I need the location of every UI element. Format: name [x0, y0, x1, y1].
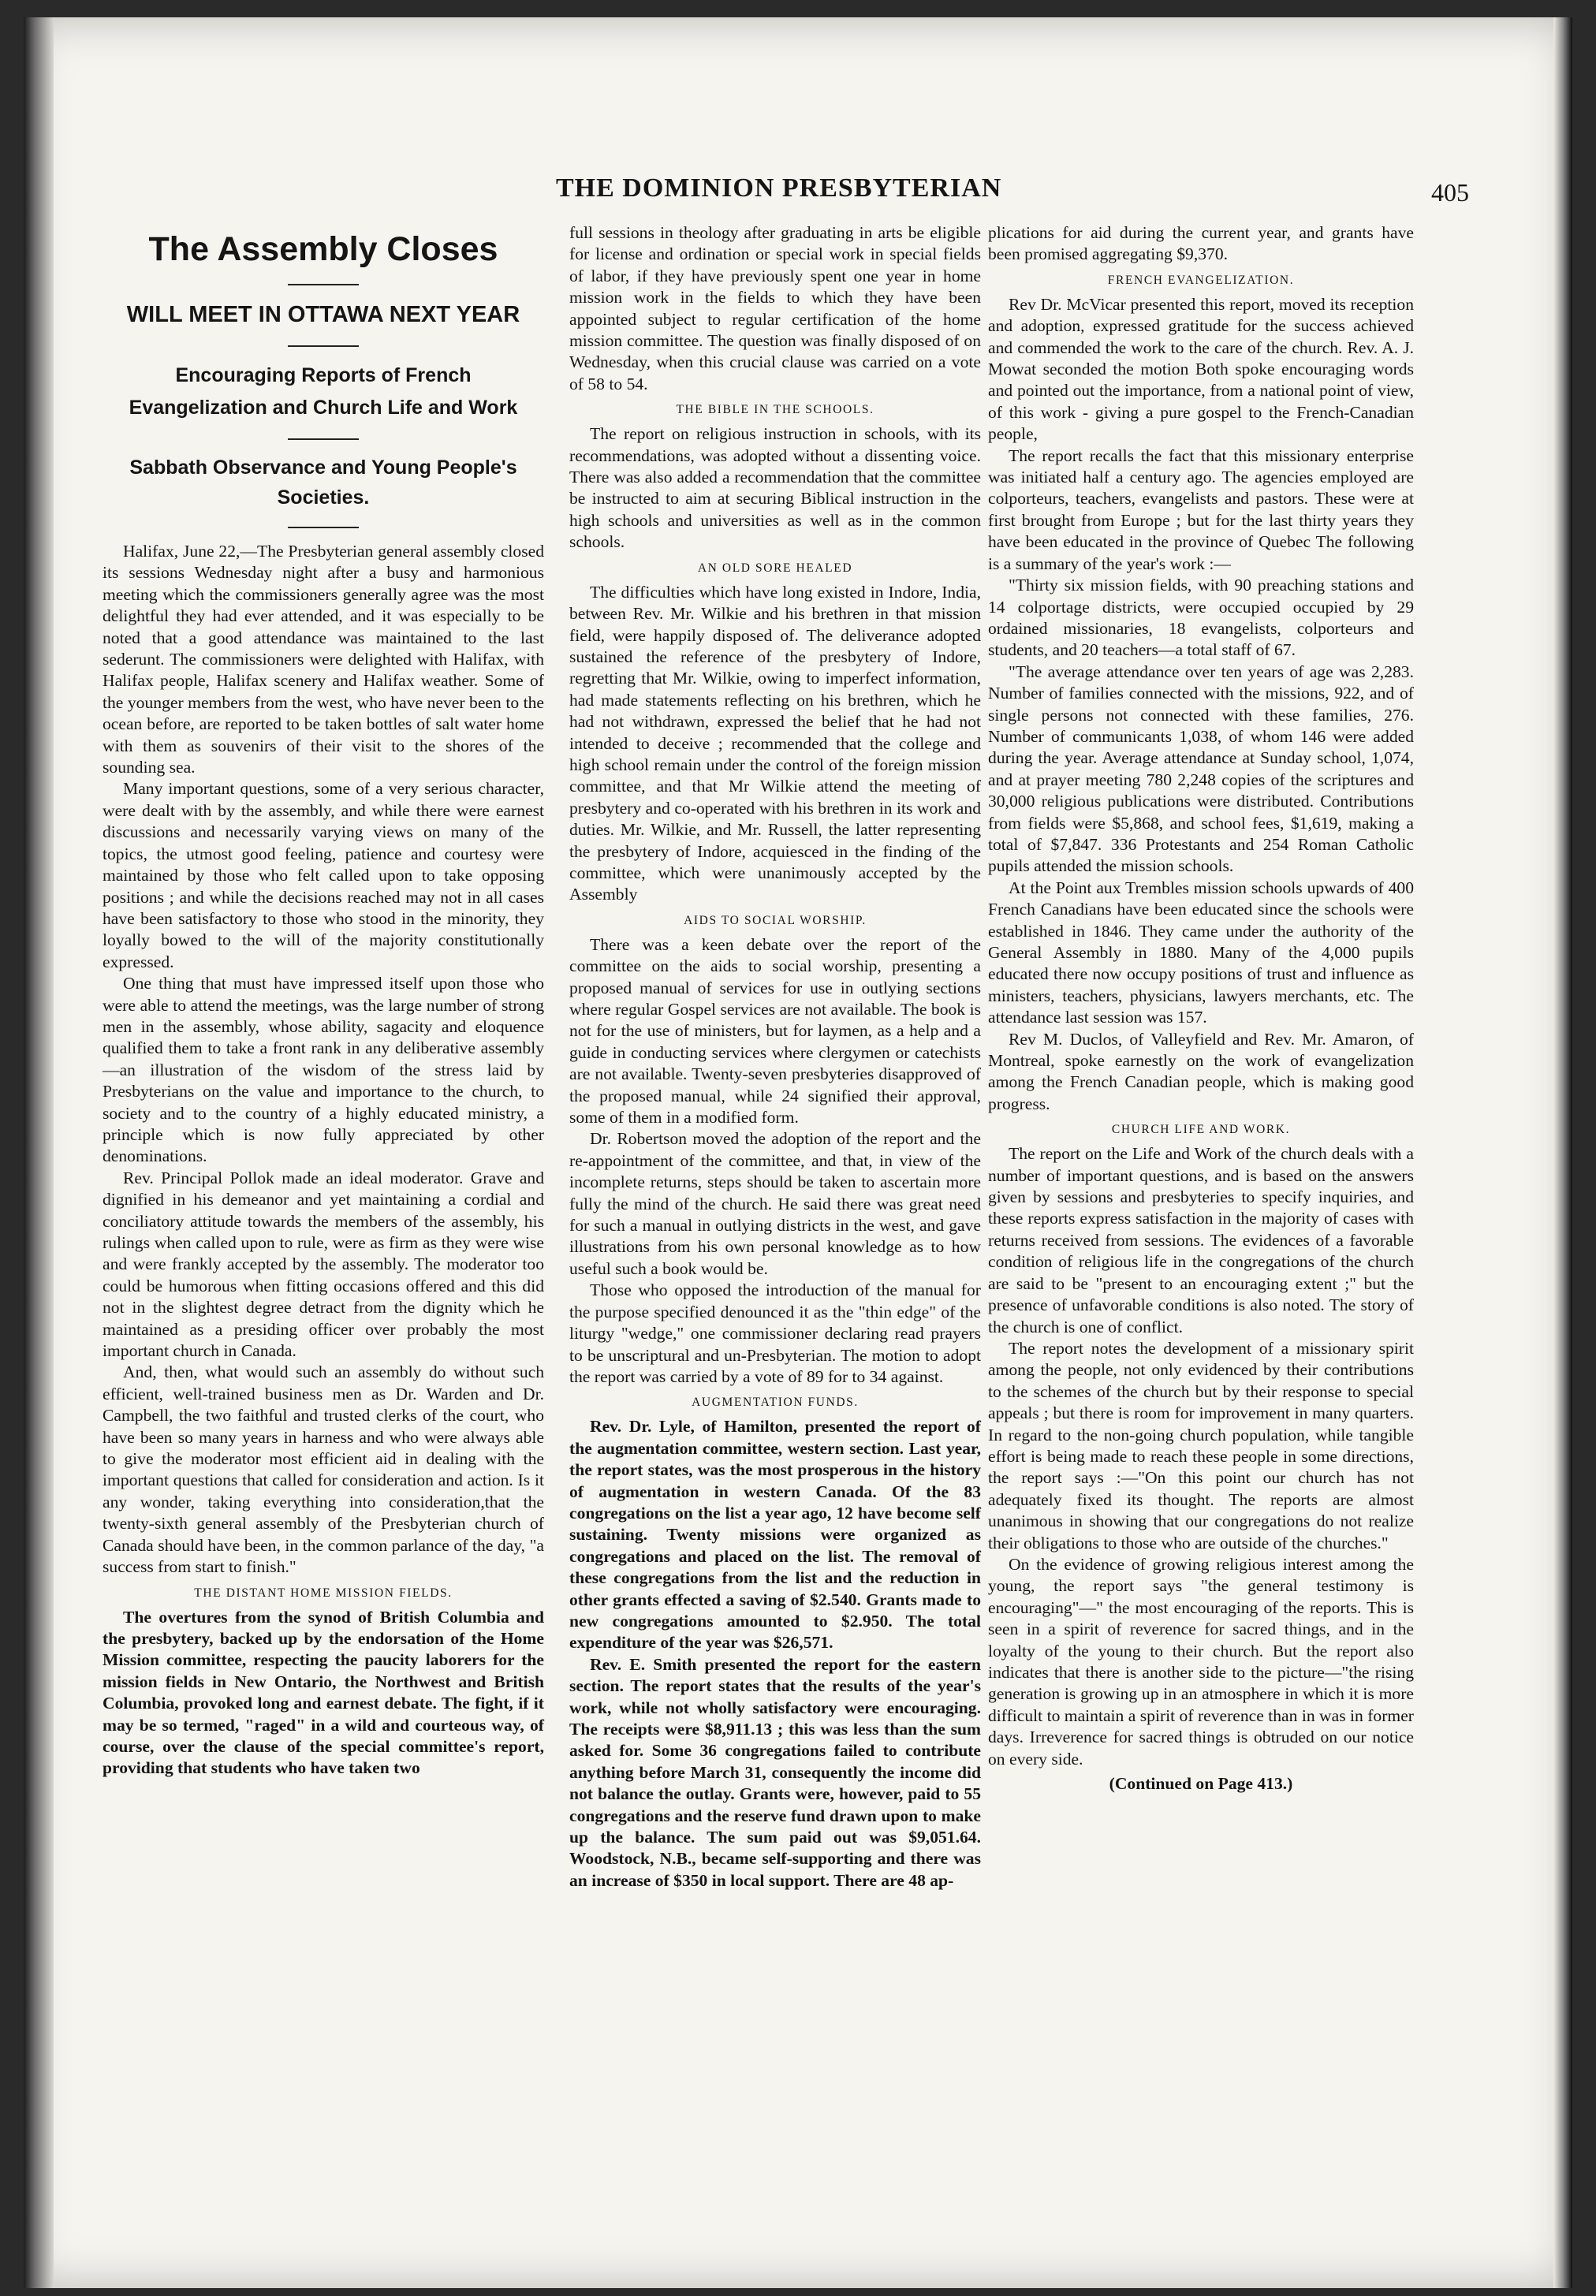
paragraph: At the Point aux Trembles mission schools upwards of 400 French Canadians have been educated since the schools were established in 1846. They came under the authority of the General Assembly in 1880. Many of the 4,000 pupils educated there now occupy positions of trust and influence as ministers, teachers, physicians, lawyers merchants, etc. The attendance last session was 157. [988, 878, 1414, 1027]
paragraph: The report on religious instruction in schools, with its recommendations, was adopted without a dissenting voice. There was also added a recommendation that the committee be instructed to aim at securing Biblical instruction in the high schools and universities as well as in the common schools. [569, 424, 981, 552]
paragraph: There was a keen debate over the report of the committee on the aids to social worship, presenting a proposed manual of services for use in outlying sections where regular Gospel services are not available. The book is not for the use of ministers, but for laymen, as a help and a guide in conducting services where clergymen or catechists are not available. Twenty-seven presbyteries disapproved of the proposed manual, while 24 signified their approval, some of them in a modified form. [569, 934, 981, 1128]
section-heading: CHURCH LIFE AND WORK. [1111, 1123, 1291, 1137]
paragraph: The report notes the development of a missionary spirit among the people, not only evidenced by their contributions to the schemes of the church but by their response to special appeals ; but there is room for improvement in many quarters. In regard to the non-going church population, while tangible effort is being made to reach these people in some directions, the report says :—"On this point our church has not adequately fixed its thought. The reports are almost unanimous in showing that our congregations do not realize their obligations to those who are outside of the churches." [988, 1338, 1414, 1552]
section-heading: THE DISTANT HOME MISSION FIELDS. [194, 1586, 453, 1600]
article-subhead-3: Sabbath Observance and Young People's Societies. [129, 457, 517, 509]
paragraph: Dr. Robertson moved the adoption of the report and the re-appointment of the committee, and that, in view of the incomplete returns, steps should be taken to ascertain more fully the mind of the church. He said there was great need for such a manual in outlying districts in the west, and gave illustrations from his own personal knowledge as to how useful such a book would be. [569, 1129, 981, 1278]
section-heading: AN OLD SORE HEALED [697, 561, 853, 575]
paragraph: Rev M. Duclos, of Valleyfield and Rev. Mr. Amaron, of Montreal, spoke earnestly on the work of evangelization among the French Canadian people, which is making good progress. [988, 1029, 1414, 1113]
page-number: 405 [1431, 178, 1469, 207]
article-subhead-2: Encouraging Reports of French Evangelization and Church Life and Work [129, 364, 518, 419]
paragraph: The report on the Life and Work of the church deals with a number of important questions, and is based on the answers given by sessions and presbyteries to specify inquiries, and these reports express satisfaction in the majority of cases with returns received from sessions. The evidences of a favorable condition of religious life in the congregations of the church are said to be "present to an encouraging extent ;" but the presence of unfavorable conditions is also noted. The story of the church is one of conflict. [988, 1144, 1414, 1336]
paragraph: And, then, what would such an assembly do without such efficient, well-trained business men as Dr. Warden and Dr. Campbell, the two faithful and trusted clerks of the court, who have been so many years in harness and who were always able to give the moderator most efficient aid in dealing with the important questions that called for consideration and action. Is it any wonder, taking everything into consideration,that the twenty-sixth general assembly of the Presbyterian church of Canada should have been, in the common parlance of the day, "a success from start to finish." [103, 1362, 544, 1577]
paragraph: Many important questions, some of a very serious character, were dealt with by the assembly, and while there were earnest discussions and necessarily varying views on many of the topics, the utmost good feeling, patience and courtesy were maintained by those who felt called upon to take opposing positions ; and while the decisions reached may not in all cases have been satisfactory to those who stood in the minority, they loyally bowed to the will of the majority constitutionally expressed. [103, 779, 544, 971]
divider-rule [288, 438, 359, 440]
paragraph: The difficulties which have long existed in Indore, India, between Rev. Mr. Wilkie and his brethren in that mission field, were happily disposed of. The deliverance adopted sustained the reference of the presbytery of Indore, regretting that Mr. Wilkie, owing to imperfect information, had made statements reflecting on his brethren, which he had not withdrawn, expressed the belief that he had not intended to deceive ; recommended that the college and high school remain under the control of the foreign mission committee, and that Mr Wilkie attend the meeting of presbytery and co-operated with his brethren in its work and duties. Mr. Wilkie, and Mr. Russell, the latter representing the presbytery of Indore, acquiesced in the finding of the committee, which were unanimously accepted by the Assembly [569, 582, 981, 904]
page-left-edge-shadow [24, 17, 54, 2288]
newspaper-page [24, 17, 1572, 2288]
section-heading: AIDS TO SOCIAL WORSHIP. [684, 913, 867, 927]
paragraph: plications for aid during the current year, and grants have been promised aggregating $9,370. [988, 223, 1414, 264]
article-subhead-1: WILL MEET IN OTTAWA NEXT YEAR [126, 302, 520, 327]
paragraph: Rev Dr. McVicar presented this report, moved its reception and adoption, expressed gratitude for the success achieved and commended the work to the care of the church. Rev. A. J. Mowat seconded the motion Both spoke encouraging words and pointed out the importance, from a national point of view, of this work - giving a pure gospel to the French-Canadian people, [988, 294, 1414, 444]
section-heading: THE BIBLE IN THE SCHOOLS. [676, 403, 874, 417]
divider-rule [288, 284, 359, 285]
divider-rule [288, 345, 359, 347]
column-3 [988, 222, 1414, 1795]
paragraph: Halifax, June 22,—The Presbyterian general assembly closed its sessions Wednesday night after a busy and harmonious meeting which the commissioners generally agree was the most delightful they had ever attended, and it was especially to be noted that a good attendance was maintained to the last sederunt. The commissioners were delighted with Halifax, with Halifax people, Halifax scenery and Halifax weather. Some of the younger members from the west, who have never been to the ocean before, are reported to be taken bottles of salt water home with them as souvenirs of their visit to the shores of the sounding sea. [103, 542, 544, 777]
paragraph: Rev. Principal Pollok made an ideal moderator. Grave and dignified in his demeanor and yet maintaining a cordial and conciliatory attitude towards the members of the assembly, his rulings when called upon to rule, were as firm as they were wise and were frankly accepted by the assembly. The moderator too could be humorous when fitting occasions offered and this did not in the slightest degree detract from the dignity which he maintained as a presiding officer over probably the most important church in Canada. [103, 1168, 544, 1361]
bold-section [569, 1416, 981, 1892]
section-heading: AUGMENTATION FUNDS. [692, 1396, 859, 1410]
column-1 [103, 222, 544, 1780]
page-right-edge-shadow [1553, 17, 1572, 2288]
paragraph: full sessions in theology after graduating in arts be eligible for license and ordination or special work in special fields of labor, if they have previously spent one year in home mission work in the fields to which they have been appointed subject to regular certification of the home mission committee. The question was finally disposed of on Wednesday, when this crucial clause was carried on a vote of 58 to 54. [569, 223, 981, 393]
paragraph: The report recalls the fact that this missionary enterprise was initiated half a century ago. The agencies employed are colporteurs, teachers, evangelists and pastors. These were at first brought from Europe ; but for the last thirty years they have been educated in the province of Quebec The following is a summary of the year's work :— [988, 445, 1414, 573]
paragraph: On the evidence of growing religious interest among the young, the report says "the general testimony is encouraging"—" the most encouraging of the reports. This is seen in a spirit of reverence for sacred things, and in the loyalty of the young to their church. But the report also indicates that there is another side to the picture—"the rising generation is growing up in an atmosphere in which it is more difficult to maintain a spirit of reverence than in was in former days. Irreverence for sacred things is obtruded on our notice on every side. [988, 1554, 1414, 1769]
paragraph: Rev. Dr. Lyle, of Hamilton, presented the report of the augmentation committee, western section. Last year, the report states, was the most prosperous in the history of augmentation in western Canada. Of the 83 congregations on the list a year ago, 12 have become self sustaining. Twenty missions were organized as congregations and placed on the list. The removal of these congregations from the list and the reduction in other grants effected a saving of $2.540. Grants made to new congregations amounted to $2.950. The total expenditure of the year was $26,571. [569, 1417, 981, 1653]
paragraph: Those who opposed the introduction of the manual for the purpose specified denounced it as the "thin edge" of the liturgy "wedge," one commissioner declaring read prayers to be unscriptural and un-Presbyterian. The motion to adopt the report was carried by a vote of 89 for to 34 against. [569, 1280, 981, 1386]
divider-rule [288, 527, 359, 528]
article-headline: The Assembly Closes [148, 230, 498, 268]
paragraph: One thing that must have impressed itself upon those who were able to attend the meetings, was the large number of strong men in the assembly, whose ability, sagacity and eloquence qualified them to take a front rank in any deliberative assembly—an illustration of the wisdom of the stress laid by Presbyterians on the value and importance to the church, to society and to the country of a highly educated ministry, a principle which is now fully appreciated by other denominations. [103, 974, 544, 1166]
paragraph: Rev. E. Smith presented the report for the eastern section. The report states that the results of the year's work, while not wholly satisfactory were encouraging. The receipts were $8,911.13 ; this was less than the sum asked for. Some 36 congregations failed to contribute anything before March 31, consequently the income did not balance the outlay. Grants were, however, paid to 55 congregations and the reserve fund drawn upon to make up the balance. The sum paid out was $9,051.64. Woodstock, N.B., became self-supporting and there was an increase of $350 in local support. There are 48 ap- [569, 1654, 981, 1890]
column-2 [569, 222, 981, 1892]
publication-title: THE DOMINION PRESBYTERIAN [556, 173, 1002, 203]
page-header [103, 167, 1475, 214]
paragraph: "The average attendance over ten years of age was 2,283. Number of families connected with the missions, 922, and of single persons not connected with these families, 276. Number of communicants 1,038, of whom 146 were added during the year. Average attendance at Sunday school, 1,074, and at prayer meeting 780 2,248 copies of the scriptures and 30,000 religious publications were distributed. Contributions from fields were $5,868, and school fees, $1,619, making a total of $7,847. 336 Protestants and 254 Roman Catholic pupils attended the mission schools. [988, 662, 1414, 876]
continued-notice: (Continued on Page 413.) [1109, 1774, 1293, 1794]
section-heading: FRENCH EVANGELIZATION. [1107, 273, 1295, 287]
paragraph: "Thirty six mission fields, with 90 preaching stations and 14 colportage districts, were occupied occupied by 29 ordained missionaries, 18 evangelists, colporteurs and students, and 20 teachers—a total staff of 67. [988, 576, 1414, 660]
paragraph: The overtures from the synod of British Columbia and the presbytery, backed up by the endorsation of the Home Mission committee, respecting the paucity laborers for the mission fields in New Ontario, the Northwest and British Columbia, provoked long and earnest debate. The fight, if it may be so termed, "raged" in a wild and courteous way, of course, over the clause of the special committee's report, providing that students who have taken two [103, 1607, 544, 1778]
